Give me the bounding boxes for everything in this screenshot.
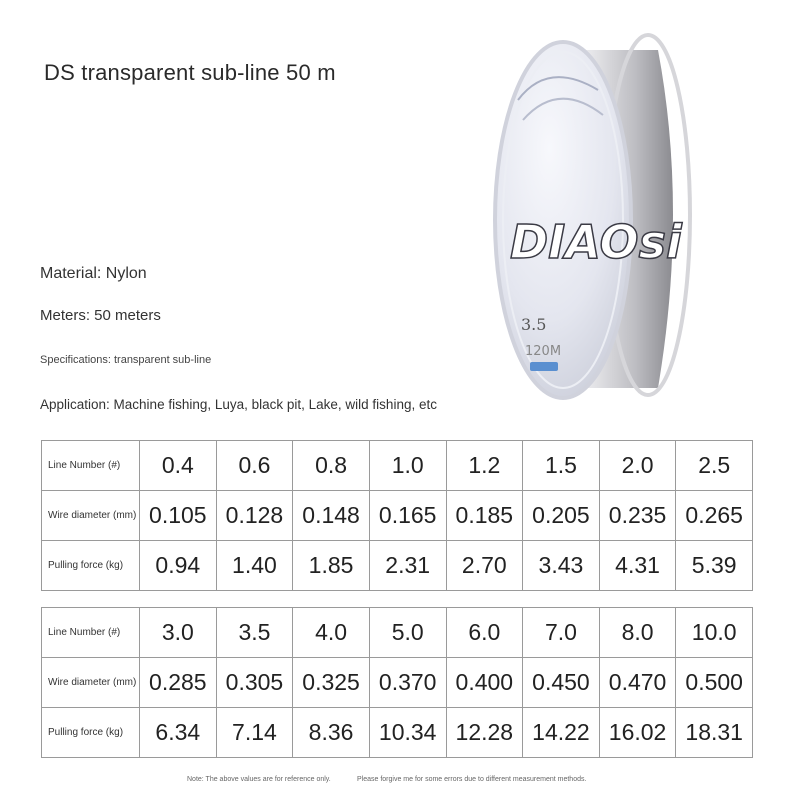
table-cell: 1.40	[216, 541, 293, 591]
page-title: DS transparent sub-line 50 m	[44, 60, 336, 85]
table-row	[42, 658, 753, 708]
table-cell: 10.0	[676, 608, 753, 658]
row-label: Pulling force (kg)	[42, 708, 140, 758]
table-cell: 8.0	[599, 608, 676, 658]
row-label: Line Number (#)	[42, 441, 140, 491]
table-cell: 3.5	[216, 608, 293, 658]
table-cell: 2.31	[369, 541, 446, 591]
table-cell: 4.0	[293, 608, 370, 658]
spool-length-label: 120M	[525, 344, 562, 359]
table-cell: 0.128	[216, 491, 293, 541]
table-cell: 14.22	[523, 708, 600, 758]
table-cell: 6.34	[140, 708, 217, 758]
table-cell: 8.36	[293, 708, 370, 758]
table-cell: 12.28	[446, 708, 523, 758]
table-cell: 2.5	[676, 441, 753, 491]
table-cell: 0.205	[523, 491, 600, 541]
table-cell: 0.4	[140, 441, 217, 491]
table-row	[42, 708, 753, 758]
brand-logo: DIAOsi	[510, 215, 682, 269]
meters-text: Meters: 50 meters	[40, 307, 161, 324]
material-text: Material: Nylon	[40, 265, 147, 282]
fishing-line-spool-image	[488, 20, 718, 400]
table-cell: 0.165	[369, 491, 446, 541]
table-cell: 10.34	[369, 708, 446, 758]
table-cell: 0.185	[446, 491, 523, 541]
table-row	[42, 608, 753, 658]
application-text: Application: Machine fishing, Luya, black pit, Lake, wild fishing, etc	[40, 397, 437, 412]
row-label: Wire diameter (mm)	[42, 491, 140, 541]
table-row	[42, 441, 753, 491]
spool-size-label: 3.5	[521, 315, 547, 334]
specifications-text: Specifications: transparent sub-line	[40, 354, 212, 366]
table-cell: 1.2	[446, 441, 523, 491]
spec-table-2	[41, 607, 753, 758]
table-cell: 0.325	[293, 658, 370, 708]
table-cell: 3.43	[523, 541, 600, 591]
table-cell: 0.8	[293, 441, 370, 491]
row-label: Wire diameter (mm)	[42, 658, 140, 708]
table-cell: 0.305	[216, 658, 293, 708]
table-cell: 16.02	[599, 708, 676, 758]
table-cell: 1.85	[293, 541, 370, 591]
table-cell: 5.0	[369, 608, 446, 658]
table-cell: 0.370	[369, 658, 446, 708]
table-cell: 1.0	[369, 441, 446, 491]
table-cell: 6.0	[446, 608, 523, 658]
reference-note: Note: The above values are for reference only.	[187, 776, 331, 783]
table-row	[42, 541, 753, 591]
table-cell: 7.0	[523, 608, 600, 658]
row-label: Pulling force (kg)	[42, 541, 140, 591]
table-cell: 2.0	[599, 441, 676, 491]
table-cell: 3.0	[140, 608, 217, 658]
table-cell: 0.285	[140, 658, 217, 708]
table-cell: 0.500	[676, 658, 753, 708]
table-cell: 0.450	[523, 658, 600, 708]
table-cell: 0.265	[676, 491, 753, 541]
table-cell: 0.400	[446, 658, 523, 708]
table-row	[42, 491, 753, 541]
table-cell: 1.5	[523, 441, 600, 491]
table-cell: 0.470	[599, 658, 676, 708]
table-cell: 0.235	[599, 491, 676, 541]
table-cell: 4.31	[599, 541, 676, 591]
table-cell: 18.31	[676, 708, 753, 758]
table-cell: 0.105	[140, 491, 217, 541]
table-cell: 0.6	[216, 441, 293, 491]
measurement-note: Please forgive me for some errors due to different measurement methods.	[357, 776, 587, 783]
row-label: Line Number (#)	[42, 608, 140, 658]
spec-table-1	[41, 440, 753, 591]
table-cell: 0.94	[140, 541, 217, 591]
table-cell: 2.70	[446, 541, 523, 591]
table-cell: 7.14	[216, 708, 293, 758]
table-cell: 5.39	[676, 541, 753, 591]
table-cell: 0.148	[293, 491, 370, 541]
